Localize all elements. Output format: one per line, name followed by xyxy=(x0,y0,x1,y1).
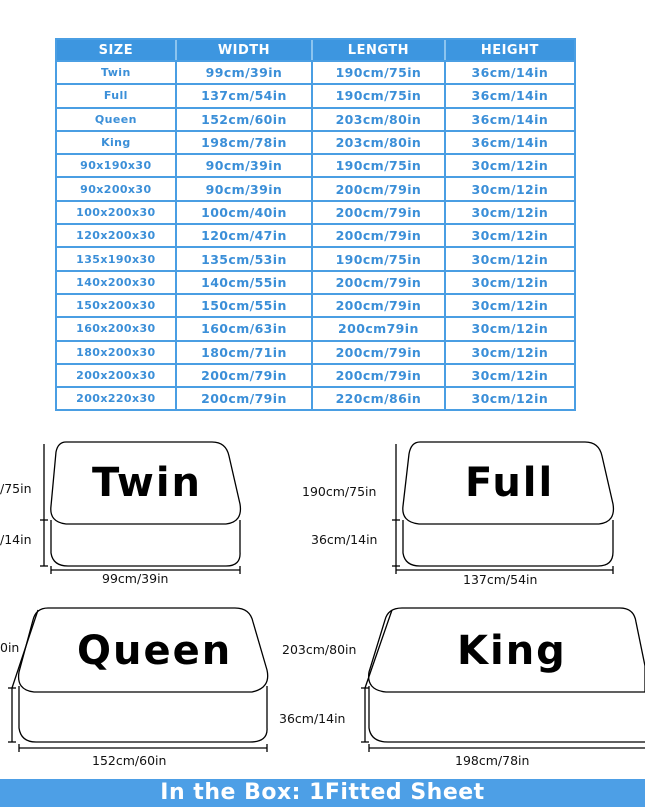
length-cell: 203cm/80in xyxy=(313,107,446,130)
length-cell: 200cm/79in xyxy=(313,176,446,199)
table-row xyxy=(57,83,574,106)
size-cell: 150x200x30 xyxy=(57,293,177,316)
height-cell: 30cm/12in xyxy=(446,293,574,316)
height-cell: 30cm/12in xyxy=(446,386,574,409)
table-row xyxy=(57,316,574,339)
header-width: WIDTH xyxy=(177,40,313,60)
table-row xyxy=(57,107,574,130)
length-cell: 200cm/79in xyxy=(313,340,446,363)
size-cell: Twin xyxy=(57,60,177,83)
length-cell: 190cm/75in xyxy=(313,83,446,106)
size-cell: 160x200x30 xyxy=(57,316,177,339)
table-row xyxy=(57,200,574,223)
height-cell: 30cm/12in xyxy=(446,153,574,176)
length-cell: 200cm/79in xyxy=(313,270,446,293)
table-row xyxy=(57,340,574,363)
width-cell: 160cm/63in xyxy=(177,316,313,339)
size-cell: 90x190x30 xyxy=(57,153,177,176)
height-cell: 36cm/14in xyxy=(446,130,574,153)
size-cell: Full xyxy=(57,83,177,106)
length-cell: 200cm/79in xyxy=(313,200,446,223)
width-cell: 99cm/39in xyxy=(177,60,313,83)
length-cell: 220cm/86in xyxy=(313,386,446,409)
width-cell: 140cm/55in xyxy=(177,270,313,293)
table-row xyxy=(57,60,574,83)
width-cell: 200cm/79in xyxy=(177,363,313,386)
length-cell: 190cm/75in xyxy=(313,60,446,83)
width-cell: 100cm/40in xyxy=(177,200,313,223)
length-cell: 200cm/79in xyxy=(313,363,446,386)
full-width-text: 137cm/54in xyxy=(463,572,538,587)
width-cell: 180cm/71in xyxy=(177,340,313,363)
queen-label: Queen xyxy=(77,628,233,674)
size-cell: 90x200x30 xyxy=(57,176,177,199)
length-cell: 200cm/79in xyxy=(313,223,446,246)
size-cell: 200x200x30 xyxy=(57,363,177,386)
table-row xyxy=(57,223,574,246)
queen-length-text: 0in xyxy=(0,640,20,655)
table-row xyxy=(57,363,574,386)
header-size: SIZE xyxy=(57,40,177,60)
length-cell: 190cm/75in xyxy=(313,246,446,269)
width-cell: 90cm/39in xyxy=(177,153,313,176)
table-row xyxy=(57,293,574,316)
height-cell: 30cm/12in xyxy=(446,246,574,269)
size-chart-table xyxy=(55,38,576,411)
twin-width-text: 99cm/39in xyxy=(102,571,169,586)
width-cell: 90cm/39in xyxy=(177,176,313,199)
size-cell: 100x200x30 xyxy=(57,200,177,223)
length-cell: 203cm/80in xyxy=(313,130,446,153)
twin-height-text: /14in xyxy=(0,532,32,547)
length-cell: 200cm79in xyxy=(313,316,446,339)
height-cell: 30cm/12in xyxy=(446,363,574,386)
width-cell: 198cm/78in xyxy=(177,130,313,153)
king-label: King xyxy=(457,628,567,674)
width-cell: 137cm/54in xyxy=(177,83,313,106)
twin-label: Twin xyxy=(92,460,203,506)
height-cell: 30cm/12in xyxy=(446,176,574,199)
table-row xyxy=(57,386,574,409)
king-width-text: 198cm/78in xyxy=(455,753,530,768)
width-cell: 200cm/79in xyxy=(177,386,313,409)
width-cell: 120cm/47in xyxy=(177,223,313,246)
size-cell: Queen xyxy=(57,107,177,130)
in-the-box-banner: In the Box: 1Fitted Sheet xyxy=(0,779,645,807)
king-length-line xyxy=(365,610,392,688)
height-cell: 30cm/12in xyxy=(446,270,574,293)
size-cell: 120x200x30 xyxy=(57,223,177,246)
height-cell: 30cm/12in xyxy=(446,340,574,363)
full-label: Full xyxy=(465,460,555,506)
king-height-text: 36cm/14in xyxy=(279,711,346,726)
table-row xyxy=(57,130,574,153)
height-cell: 30cm/12in xyxy=(446,200,574,223)
table-header-row xyxy=(57,40,574,60)
table-row xyxy=(57,246,574,269)
width-cell: 135cm/53in xyxy=(177,246,313,269)
size-cell: King xyxy=(57,130,177,153)
size-cell: 180x200x30 xyxy=(57,340,177,363)
table-row xyxy=(57,153,574,176)
height-cell: 36cm/14in xyxy=(446,60,574,83)
height-cell: 30cm/12in xyxy=(446,316,574,339)
king-length-text: 203cm/80in xyxy=(282,642,357,657)
header-length: LENGTH xyxy=(313,40,446,60)
height-cell: 36cm/14in xyxy=(446,83,574,106)
length-cell: 190cm/75in xyxy=(313,153,446,176)
width-cell: 150cm/55in xyxy=(177,293,313,316)
height-cell: 36cm/14in xyxy=(446,107,574,130)
width-cell: 152cm/60in xyxy=(177,107,313,130)
table-row xyxy=(57,176,574,199)
length-cell: 200cm/79in xyxy=(313,293,446,316)
height-cell: 30cm/12in xyxy=(446,223,574,246)
full-height-text: 36cm/14in xyxy=(311,532,378,547)
size-cell: 135x190x30 xyxy=(57,246,177,269)
size-cell: 200x220x30 xyxy=(57,386,177,409)
queen-width-text: 152cm/60in xyxy=(92,753,167,768)
table-row xyxy=(57,270,574,293)
header-height: HEIGHT xyxy=(446,40,574,60)
size-cell: 140x200x30 xyxy=(57,270,177,293)
twin-length-text: /75in xyxy=(0,481,32,496)
full-length-text: 190cm/75in xyxy=(302,484,377,499)
